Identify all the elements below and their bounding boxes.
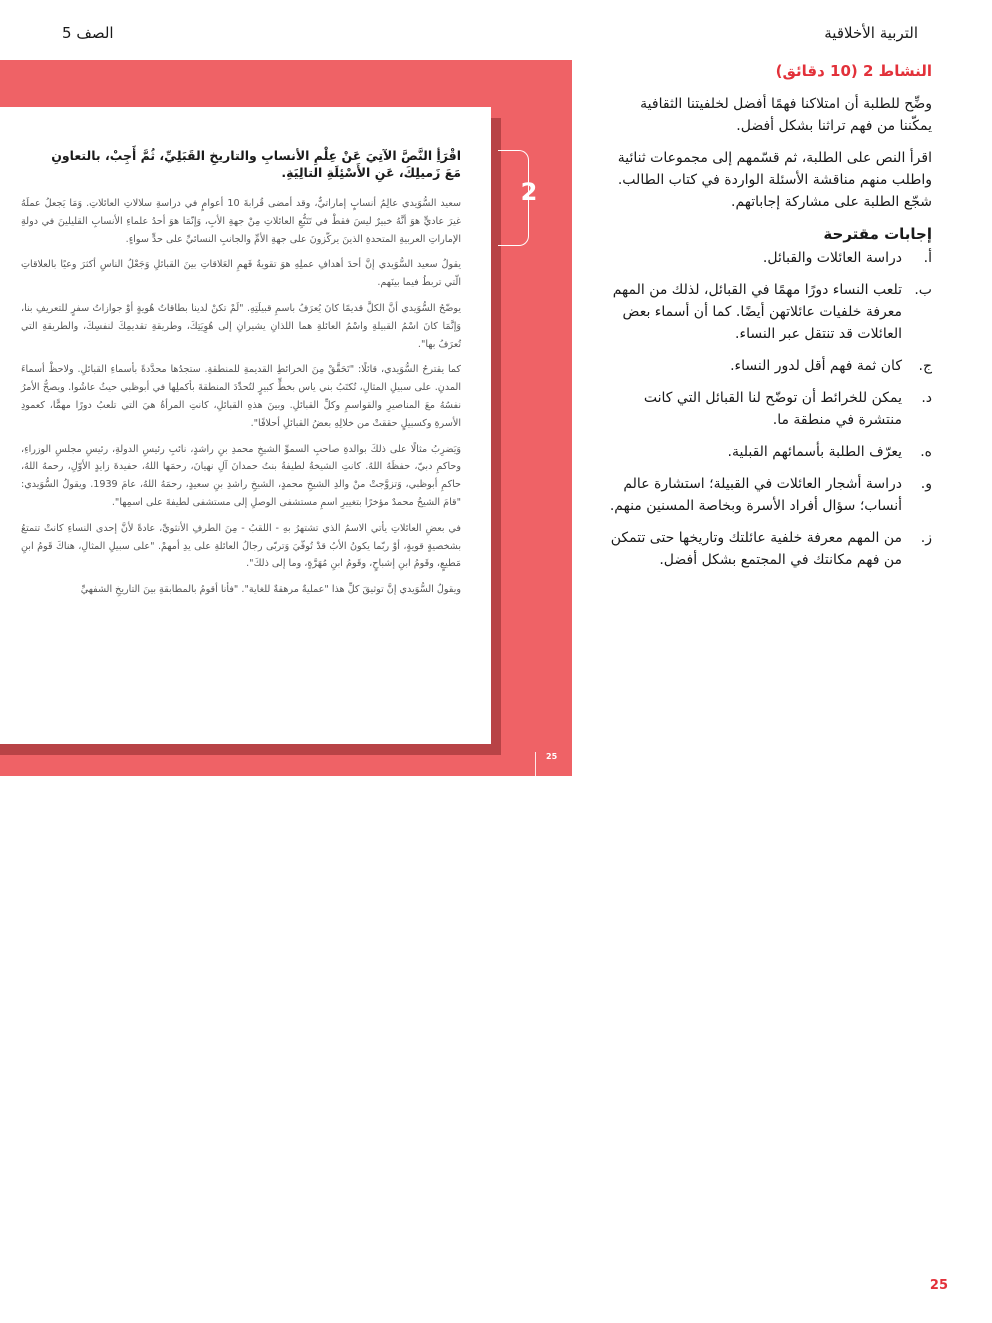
- answer-item: [606, 527, 932, 571]
- grade-header: الصف 5: [62, 24, 114, 42]
- activity-number-badge: 2: [520, 178, 538, 206]
- answer-item: [606, 473, 932, 517]
- student-book-page: [0, 107, 491, 744]
- subject-header: التربية الأخلاقية: [824, 24, 918, 42]
- answer-letter: ز.: [920, 530, 932, 546]
- answer-item: [606, 279, 932, 345]
- answer-text: كان ثمة فهم أقل لدور النساء.: [730, 358, 902, 374]
- answer-item: [606, 441, 932, 463]
- book-paragraph: سعيد السُّوَيدي عالِمُ أنسابٍ إماراتيٌّ، وقد أمضى قُرابةَ 10 أعوامٍ في دراسةِ سلالاتِ العائلاتِ. وَمَا يَجعلُ عملَهُ غيرَ عاديٍّ هوَ أنَّهُ خبيرٌ ليسَ فقطْ في تَتَبُّعِ العائلاتِ مِنْ جهةِ الأبِ، وَإنّمَا هوَ أحدُ علماءِ الأنسابِ القليلينَ في دولةِ الإماراتِ العربيةِ المتحدةِ الذينَ يركّزونَ على جهةِ الأمِّ والجانبِ النسائيِّ على حدٍّ سواءٍ.: [21, 198, 461, 245]
- answer-letter: ه.: [920, 444, 932, 460]
- book-paragraph: يقولُ سعيد السُّوَيدي إنَّ أحدَ أهدافِ عملِهِ هوَ تقويةُ فَهمِ العَلاقاتِ بينَ القبائلِ وَجَعْلُ الناسِ أكثرَ وعيًا بالعلاقاتِ الّتي تربطُ فيما بينَهم.: [21, 259, 461, 289]
- book-paragraph: ويقولُ السُّوَيدي إنَّ توثيقَ كلِّ هذا "عمليةٌ مرهقةٌ للغاية". "فأنا أقومُ بالمطابقةِ بينَ التاريخِ الشفهيِّ: [80, 584, 461, 596]
- book-instruction-title: اقْرَأِ النَّصَّ الآتِيَ عَنْ عِلْمِ الأنسابِ والتاريخِ القَبَلِيِّ، ثُمَّ أَجِبْ، بالتعاونِ مَعَ زَميلِكَ، عَنِ الأَسْئِلَةِ التالِيَةِ.: [51, 148, 461, 180]
- page-number: 25: [929, 1278, 948, 1293]
- answer-text: من المهم معرفة خلفية عائلتك وتاريخها حتى تتمكن من فهم مكانتك في المجتمع بشكل أفضل.: [610, 530, 902, 568]
- suggested-answers-title: إجابات مقترحة: [823, 225, 932, 243]
- guide-paragraph: اقرأ النص على الطلبة، ثم قسّمهم إلى مجموعات ثنائية واطلب منهم مناقشة الأسئلة الواردة في كتاب الطالب. شجّع الطلبة على مشاركة إجاباتهم.: [617, 150, 932, 210]
- book-paragraph: في بعضِ العائلاتِ يأتي الاسمُ الذي تشتهرُ بهِ - اللقبُ - مِنَ الطرفِ الأنثويِّ، عادةً لأنَّ إحدى النساءِ كانتْ تتمتعُ بشخصيةٍ قويةٍ، أوْ ربّما يكونُ الأبُ قدْ تُوفّيَ وَتربّى رجالُ العائلةِ على يدِ أمهمْ. "على سبيلِ المثالِ، هناكَ قَومُ ابنِ مَطيعٍ، وقَومُ ابنِ إشباحٍ، وقَومُ ابنِ مُهَرَّةٍ، وما إلى ذلكَ".: [21, 522, 461, 570]
- book-paragraph: وَيَضرِبُ مثالًا على ذلكَ بوالدةِ صاحبِ السموِّ الشيخِ محمدِ بنِ راشدٍ، نائبِ رئيسِ الدولةِ، رئيسِ مجلسِ الوزراءِ، وحاكمِ دبيّ، حفظَهُ اللهُ. كانتِ الشيخةُ لطيفةُ بنتُ حمدانَ آلِ نهيانَ، رحمَها اللهُ، حفيدةَ زايدٍ الأوّلِ، رحمهُ اللهُ، حاكمِ أبوظبي، وَتزوَّجتْ منْ والدِ الشيخِ محمدٍ، الشيخِ راشدِ بنِ سعيدٍ، رحمَهُ اللهُ، عامَ 1939. ويقولُ السُّوَيدي: "قامَ الشيخُ محمدٌ مؤخرًا بتغييرِ اسمِ مستشفى الوصلِ إلى مستشفى لطيفةَ على اسمِها".: [21, 443, 461, 508]
- answers-list: [606, 247, 932, 571]
- guide-paragraph: وضِّح للطلبة أن امتلاكنا فهمًا أفضل لخلفيتنا الثقافية يمكّننا من فهم تراثنا بشكل أفضل.: [640, 96, 932, 134]
- activity-title: النشاط 2 (10 دقائق): [775, 62, 932, 80]
- answer-letter: د.: [921, 390, 932, 406]
- answer-letter: أ.: [923, 250, 932, 266]
- answer-text: دراسة أشجار العائلات في القبيلة؛ استشارة عالم أنساب؛ سؤال أفراد الأسرة وبخاصة المسنين منهم.: [609, 476, 902, 514]
- answer-letter: و.: [920, 476, 932, 492]
- answer-text: دراسة العائلات والقبائل.: [762, 250, 902, 266]
- answer-letter: ب.: [914, 282, 932, 298]
- answer-item: [606, 387, 932, 431]
- answer-letter: ج.: [918, 358, 932, 374]
- answer-text: يعرّف الطلبة بأسمائهم القبلية.: [727, 444, 902, 460]
- answer-item: [606, 247, 932, 269]
- book-page-number: 25: [546, 752, 558, 761]
- book-paragraph: يوضّحُ السُّوَيدي أنَّ الكلَّ قديمًا كانَ يُعرَفُ باسمِ قبيلَتِهِ. "لَمْ تكنْ لدينا بطاقاتُ هُويةٍ أوْ جوازاتُ سفرٍ للتعريفِ بنا، وَإنَّمَا كانَ اسْمُ القبيلةِ واسْمُ العائلةِ هما اللذانِ يشيرانِ إلى هُوِيَتِكَ، وطريقةِ تقديمِكَ لنفسِكَ، والطريقةِ التي تُعرَفُ بها".: [21, 302, 461, 350]
- book-paragraph: كما يقترحُ السُّوَيدي، قائلًا: "تَحَقَّقْ مِنَ الخرائطِ القديمةِ للمنطقةِ. ستجدُها محدَّدةً بأسماءِ القبائلِ. ولاحظْ أسماءَ المدنِ. على سبيلِ المثالِ، تُكتَبُ بني ياس بخطٍّ كبيرٍ لتُحدِّدَ المنطقةَ بأكملِها في أبوظبي حيثُ عاشُوا. ويصحُّ الأمرُ نفسُهُ معَ المناصيرِ والقواسمِ وكلِّ القبائلِ. وبينَ هذهِ القبائلِ، كانتِ المرأةُ هيَ التي تلعبُ دورًا مهمًّا، كعمودِ الأسرةِ وكسبيلٍ حققتْ من خلالِهِ بعضُ القبائلِ أحلافًا".: [21, 364, 461, 429]
- answer-item: [606, 355, 932, 377]
- answer-text: تلعب النساء دورًا مهمًا في القبائل، لذلك من المهم معرفة خلفيات عائلاتهن أيضًا. كما أن أسماء بعض العائلات قد تنتقل عبر النساء.: [612, 282, 902, 342]
- book-footer-divider: [535, 752, 536, 776]
- book-text-body: [21, 195, 461, 607]
- teacher-guide-column: [606, 62, 932, 581]
- answer-text: يمكن للخرائط أن توضّح لنا القبائل التي كانت منتشرة في منطقة ما.: [643, 390, 902, 428]
